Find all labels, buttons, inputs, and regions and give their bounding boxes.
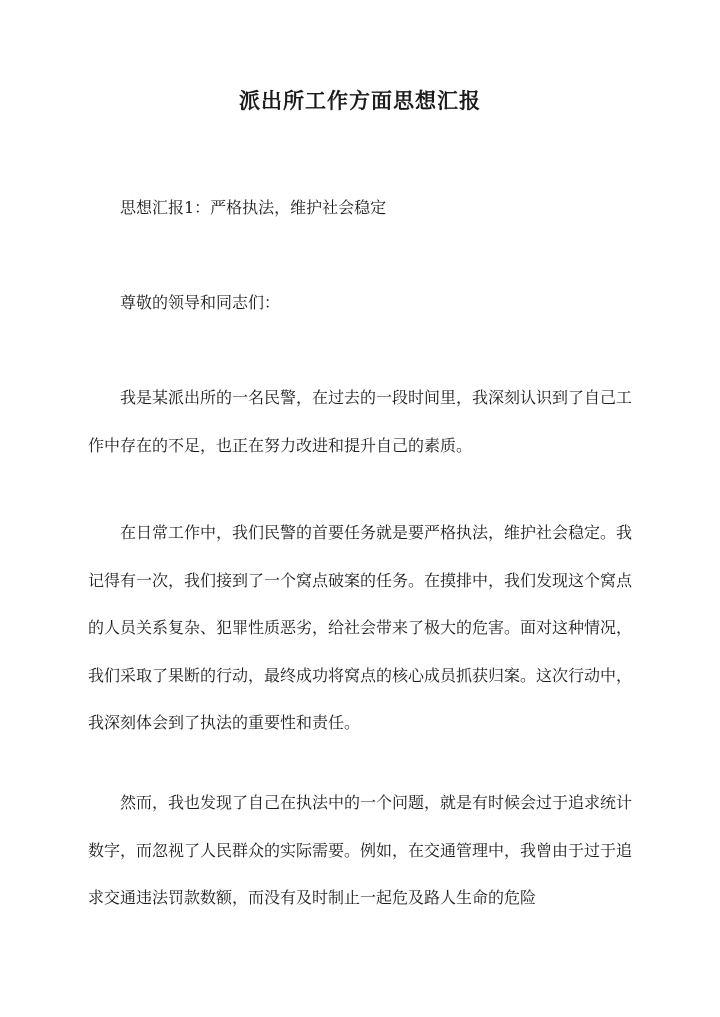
document-title: 派出所工作方面思想汇报 <box>239 88 481 113</box>
greeting: 尊敬的领导和同志们： <box>120 293 281 312</box>
paragraph-intro: 我是某派出所的一名民警，在过去的一段时间里，我深刻认识到了自己工作中存在的不足，也正在努力改进和提升自己的素质。 <box>88 388 633 455</box>
section-heading: 思想汇报1：严格执法，维护社会稳定 <box>120 198 387 217</box>
paragraph-case: 在日常工作中，我们民警的首要任务就是要严格执法，维护社会稳定。我记得有一次，我们接到了一个窝点破案的任务。在摸排中，我们发现这个窝点的人员关系复杂、犯罪性质恶劣，给社会带来了极大的危害。面对这种情况，我们采取了果断的行动，最终成功将窝点的核心成员抓获归案。这次行动中，我深刻体会到了执法的重要性和责任。 <box>88 523 633 732</box>
paragraph-problem: 然而，我也发现了自己在执法中的一个问题，就是有时候会过于追求统计数字，而忽视了人民群众的实际需要。例如，在交通管理中，我曾由于过于追求交通违法罚款数额，而没有及时制止一起危及路人生命的危险 <box>88 793 633 907</box>
